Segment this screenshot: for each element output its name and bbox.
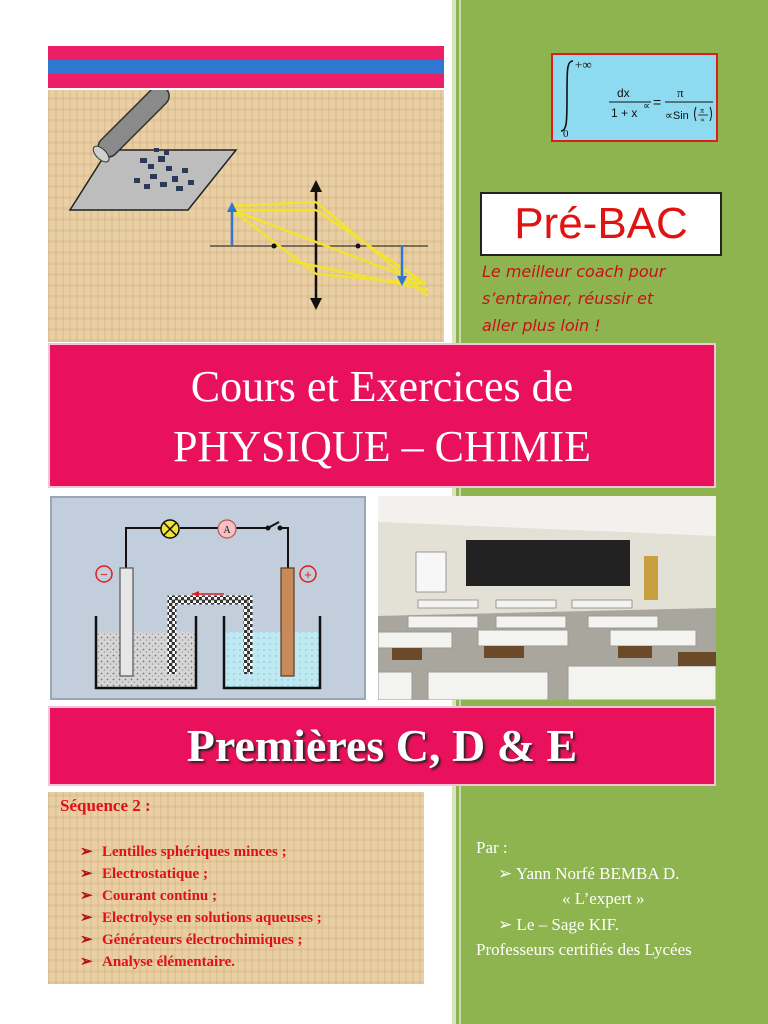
right-electrode — [281, 568, 294, 676]
arrow-bullet-icon: ➢ — [80, 866, 93, 882]
rhs-frac-numerator: π — [700, 106, 705, 115]
arrow-bullet-icon: ➢ — [80, 954, 93, 970]
electrolysis-diagram — [50, 496, 366, 700]
lower-limit: 0 — [563, 128, 569, 140]
sequence-item: ➢ Courant continu ; — [80, 888, 218, 904]
left-solution — [96, 632, 196, 688]
rhs-frac-denominator: ∝ — [700, 116, 706, 124]
slogan-line-3: aller plus loin ! — [482, 316, 601, 335]
classroom-drawing — [378, 496, 716, 700]
switch — [268, 522, 279, 528]
by-label: Par : — [476, 838, 508, 857]
equals-sign: = — [653, 94, 662, 110]
author-role: Professeurs certifiés des Lycées — [476, 940, 692, 959]
optics-illustration — [48, 90, 444, 342]
author-2: ➢ Le – Sage KIF. — [498, 915, 620, 934]
arrow-bullet-icon: ➢ — [498, 915, 517, 934]
top-color-stripes — [48, 46, 444, 90]
blackboard — [466, 540, 630, 586]
integral-formula-box — [551, 53, 718, 142]
slogan-line-2: s’entraîner, réussir et — [482, 289, 654, 308]
slogan-line-1: Le meilleur coach pour — [482, 262, 666, 281]
classroom-photo — [378, 496, 716, 700]
left-electrode — [120, 568, 133, 676]
arrow-bullet-icon: ➢ — [80, 910, 93, 926]
arrow-bullet-icon: ➢ — [80, 844, 93, 860]
sequence-item: ➢ Générateurs électrochimiques ; — [80, 932, 303, 948]
prebac-badge — [480, 192, 722, 256]
author-nickname: « L’expert » — [562, 889, 645, 908]
arrow-bullet-icon: ➢ — [498, 864, 516, 883]
plus-sign: + — [304, 567, 312, 582]
sequence-item: ➢ Electrolyse en solutions aqueuses ; — [80, 910, 322, 926]
electrolysis-drawing — [52, 498, 364, 698]
author-1: ➢ Yann Norfé BEMBA D. — [498, 864, 680, 883]
stripe-blue — [48, 60, 444, 74]
integral-sign — [561, 61, 573, 131]
minus-sign: − — [100, 567, 108, 582]
right-solution — [224, 632, 320, 688]
door — [644, 556, 658, 600]
title-band — [48, 343, 716, 488]
sequence-title: Séquence 2 : — [60, 796, 151, 815]
glass-plate — [70, 150, 236, 210]
sequence-item: ➢ Analyse élémentaire. — [80, 954, 236, 970]
stripe-pink-bottom — [48, 74, 444, 88]
stripe-pink-top — [48, 46, 444, 60]
window — [416, 552, 446, 592]
numerator: dx — [617, 86, 630, 100]
title-line-2: PHYSIQUE – CHIMIE — [173, 422, 591, 471]
upper-limit: +∞ — [575, 57, 592, 72]
sequence-item: ➢ Electrostatique ; — [80, 866, 208, 882]
ammeter-label: A — [223, 525, 231, 536]
prebac-title: Pré-BAC — [514, 199, 688, 248]
level-title: Premières C, D & E — [186, 720, 578, 771]
integral-formula — [553, 55, 716, 140]
rhs-numerator: π — [677, 85, 684, 100]
sequence-panel — [48, 792, 424, 984]
denominator: 1 + x — [611, 106, 638, 120]
exponent: ∝ — [643, 101, 651, 112]
arrow-bullet-icon: ➢ — [80, 932, 93, 948]
level-band — [48, 706, 716, 786]
optics-drawing — [48, 90, 444, 342]
sequence-item: ➢ Lentilles sphériques minces ; — [80, 844, 287, 860]
title-line-1: Cours et Exercices de — [190, 362, 574, 411]
rhs-denominator: ∝Sin — [665, 110, 689, 122]
light-rays — [232, 202, 428, 296]
arrow-bullet-icon: ➢ — [80, 888, 93, 904]
